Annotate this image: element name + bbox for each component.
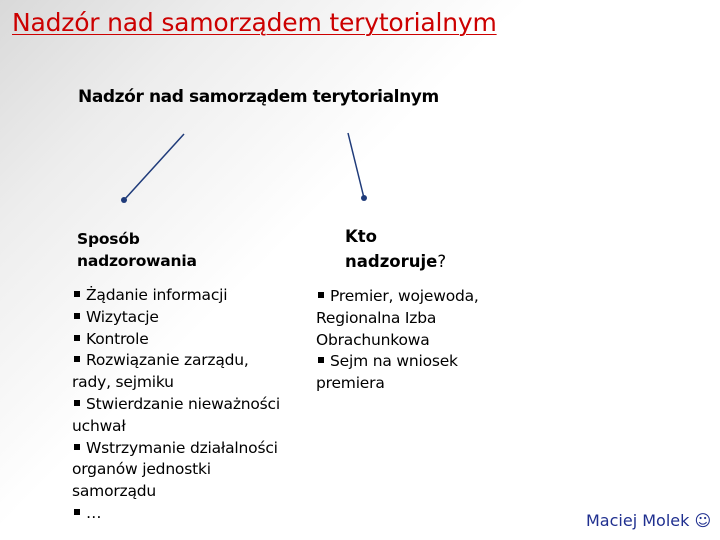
list-item: Wstrzymanie działalności organów jednostki samorządu [72,438,278,501]
right-heading-bold: nadzoruje [345,252,438,271]
right-heading-line1: Kto [345,227,378,246]
author-footer: Maciej Molek ☺ [586,511,712,530]
diagram-root-label: Nadzór nad samorządem terytorialnym [78,87,439,107]
list-item: Sejm na wniosek premiera [316,352,458,393]
bullet-icon [74,291,80,297]
bullet-icon [74,335,80,341]
bullet-icon [74,313,80,319]
list-item: Kontrole [72,329,287,351]
slide-title: Nadzór nad samorządem terytorialnym [12,8,497,37]
left-heading-line2: nadzorowania [77,252,197,270]
arrow-left [124,134,184,200]
right-branch-heading [345,224,545,274]
left-branch-list [72,285,287,525]
bullet-icon [74,400,80,406]
bullet-icon [318,357,324,363]
left-branch-heading [77,228,277,272]
right-heading-rest: ? [437,252,447,271]
list-item: Rozwiązanie zarządu, rady, sejmiku [72,351,249,392]
arrow-left-head [121,197,127,203]
left-heading-line1: Sposób [77,230,140,248]
list-item: … [72,503,287,525]
list-item: Wizytacje [72,307,287,329]
arrow-right-head [361,195,367,201]
bullet-icon [74,356,80,362]
bullet-icon [74,444,80,450]
bullet-icon [74,509,80,515]
right-branch-list [316,286,516,395]
list-item: Stwierdzanie nieważności uchwał [72,394,280,435]
arrow-right [348,133,364,198]
bullet-icon [318,292,324,298]
right-heading-line2 [345,249,545,274]
list-item: Żądanie informacji [72,285,287,307]
list-item: Premier, wojewoda, Regionalna Izba Obrachunkowa [316,287,479,349]
